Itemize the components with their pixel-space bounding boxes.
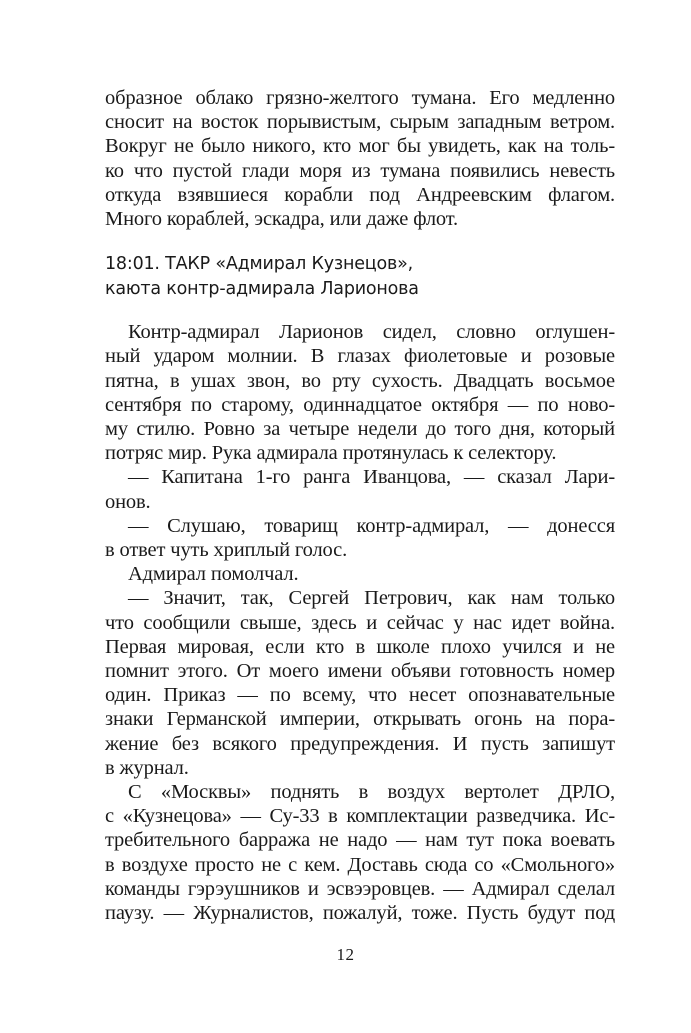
body-text [105, 320, 615, 925]
text-line: — Значит, так, Сергей Петрович, как нам только [128, 587, 615, 610]
section-heading [105, 252, 615, 301]
text-line: знаки Германской империи, открывать огонь на пора- [105, 708, 615, 731]
book-page [105, 86, 615, 925]
text-line: с «Кузнецова» — Су-33 в комплектации разведчика. Ис- [105, 805, 615, 828]
text-line: — Слушаю, товарищ контр-адмирал, — донесся [128, 514, 615, 537]
text-line: Много кораблей, эскадра, или даже флот. [105, 208, 459, 231]
text-line: — Капитана 1-го ранга Иванцова, — сказал Лари- [128, 466, 615, 489]
text-line: в журнал. [105, 756, 189, 779]
page-number: 12 [336, 945, 355, 964]
paragraph [105, 514, 615, 562]
intro-paragraph [105, 86, 615, 231]
paragraph [105, 465, 615, 513]
text-line: один. Приказ — по всему, что несет опознавательные [105, 684, 615, 707]
text-line: Контр-адмирал Ларионов сидел, словно оглушен- [128, 321, 615, 344]
text-line: Первая мировая, если кто в школе плохо учился и не [105, 635, 615, 658]
paragraph [105, 562, 615, 586]
paragraph [105, 320, 615, 465]
text-line: в воздухе просто не с кем. Доставь сюда со «Смольного» [105, 853, 615, 876]
text-line: сносит на восток порывистым, сырым западным ветром. [105, 111, 615, 134]
text-line: пятна, в ушах звон, во рту сухость. Двадцать восьмое [105, 369, 615, 392]
text-line: в ответ чуть хриплый голос. [105, 539, 348, 562]
heading-line: каюта контр-адмирала Ларионова [105, 278, 419, 299]
heading-line: 18:01. ТАКР «Адмирал Кузнецов», [105, 254, 413, 275]
text-line: что сообщили свыше, здесь и сейчас у нас идет война. [105, 611, 615, 634]
text-line: Вокруг не было никого, кто мог бы увидеть, как на толь- [105, 135, 615, 158]
text-line: потряс мир. Рука адмирала протянулась к селектору. [105, 442, 557, 465]
text-line: паузу. — Журналистов, пожалуй, тоже. Пусть будут под [105, 902, 615, 925]
text-line: помнит этого. От моего имени объяви готовность номер [105, 660, 615, 683]
text-line: требительного барража не надо — нам тут пока воевать [105, 829, 615, 852]
paragraph [105, 586, 615, 780]
text-line: образное облако грязно-желтого тумана. Его медленно [105, 87, 615, 109]
paragraph [105, 780, 615, 925]
text-line: онов. [105, 490, 151, 513]
text-line: ко что пустой глади моря из тумана появились невесть [105, 159, 615, 182]
text-line: сентября по старому, одиннадцатое октября — по ново- [105, 393, 615, 416]
text-line: му стилю. Ровно за четыре недели до того дня, который [105, 418, 615, 441]
text-line: жение без всякого предупреждения. И пусть запишут [105, 732, 615, 755]
text-line: откуда взявшиеся корабли под Андреевским флагом. [105, 183, 615, 206]
text-line: С «Москвы» поднять в воздух вертолет ДРЛО, [128, 781, 615, 804]
text-line: команды гэрэушников и эсвээровцев. — Адмирал сделал [105, 877, 615, 900]
text-line: ный ударом молнии. В глазах фиолетовые и розовые [105, 345, 615, 368]
text-line: Адмирал помолчал. [128, 563, 299, 586]
